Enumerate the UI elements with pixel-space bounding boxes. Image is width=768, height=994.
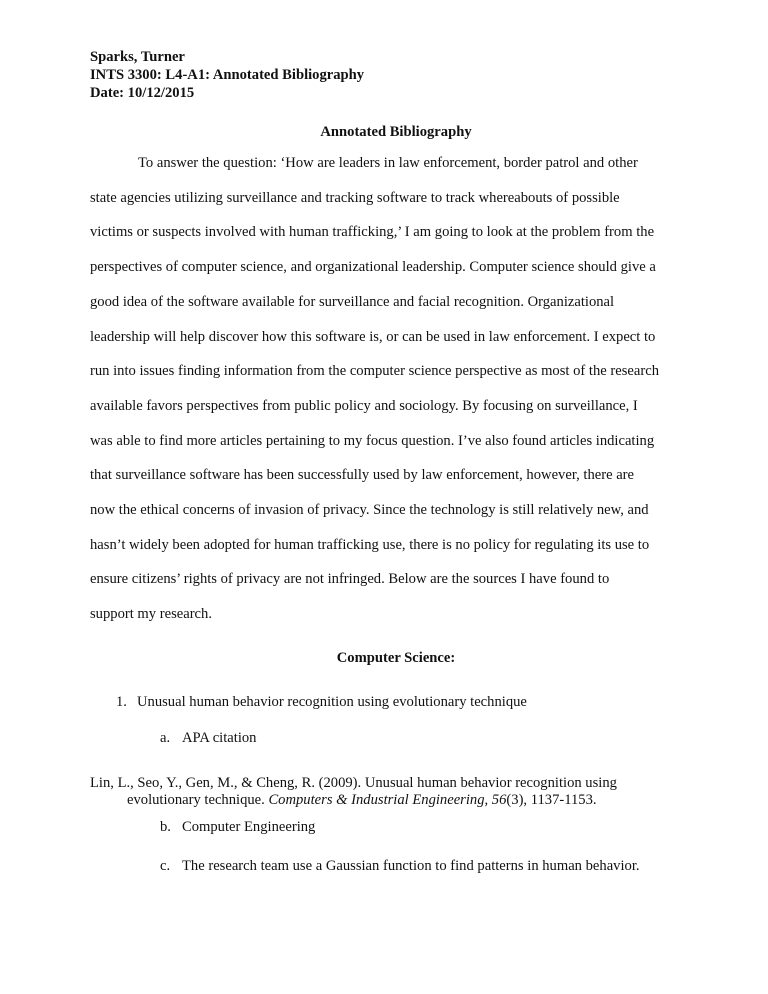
intro-line: To answer the question: ‘How are leaders in law enforcement, border patrol and other — [138, 155, 638, 171]
author-name: Sparks, Turner — [90, 49, 185, 65]
sub-item-b-text: Computer Engineering — [182, 819, 316, 835]
citation-line-1: Lin, L., Seo, Y., Gen, M., & Cheng, R. (2009). Unusual human behavior recognition using — [90, 775, 617, 791]
document-title: Annotated Bibliography — [320, 124, 472, 140]
intro-line: now the ethical concerns of invasion of privacy. Since the technology is still relatively new, and — [90, 502, 649, 518]
intro-line: support my research. — [90, 606, 212, 623]
document-date: Date: 10/12/2015 — [90, 85, 195, 101]
intro-line: victims or suspects involved with human trafficking,’ I am going to look at the problem from the — [90, 224, 655, 241]
section-heading-computer-science: Computer Science: — [336, 650, 456, 666]
intro-line: hasn’t widely been adopted for human trafficking use, there is no policy for regulating its use to — [90, 536, 650, 553]
intro-line: state agencies utilizing surveillance and tracking software to track whereabouts of possible — [90, 189, 620, 206]
citation-journal: Computers & Industrial Engineering, 56 — [268, 792, 507, 808]
citation-pages: (3), 1137-1153. — [506, 792, 597, 808]
sub-item-a-marker: a. — [160, 730, 171, 746]
sub-item-c-marker: c. — [160, 858, 171, 874]
list-item-number: 1. — [116, 694, 127, 710]
citation-line-2 — [127, 791, 597, 809]
citation-article: evolutionary technique. — [127, 792, 269, 808]
course-title: INTS 3300: L4-A1: Annotated Bibliography — [90, 67, 365, 83]
intro-line: perspectives of computer science, and organizational leadership. Computer science should give a — [90, 259, 656, 276]
intro-line: was able to find more articles pertaining to my focus question. I’ve also found articles indicating — [90, 432, 655, 449]
intro-line: available favors perspectives from public policy and sociology. By focusing on surveillance, I — [90, 397, 638, 414]
intro-line: ensure citizens’ rights of privacy are not infringed. Below are the sources I have found to — [90, 571, 610, 588]
intro-line: leadership will help discover how this software is, or can be used in law enforcement. I expect to — [90, 328, 656, 345]
sub-item-b-marker: b. — [160, 819, 171, 835]
intro-line: that surveillance software has been successfully used by law enforcement, however, there are — [90, 467, 635, 484]
intro-line: run into issues finding information from the computer science perspective as most of the research — [90, 363, 659, 380]
source-title: Unusual human behavior recognition using evolutionary technique — [137, 694, 527, 710]
sub-item-c-text: The research team use a Gaussian function to find patterns in human behavior. — [182, 858, 640, 874]
sub-item-a-text: APA citation — [182, 730, 257, 746]
intro-line: good idea of the software available for surveillance and facial recognition. Organizational — [90, 293, 615, 310]
